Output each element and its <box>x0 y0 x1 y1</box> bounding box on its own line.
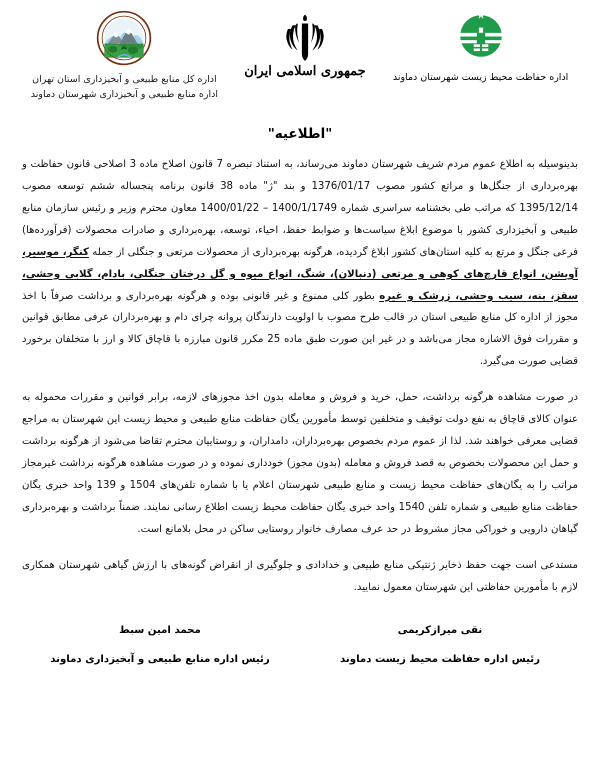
signature-right <box>40 625 280 665</box>
header-left-org <box>379 10 582 83</box>
signature-block <box>0 599 600 665</box>
signature-left-role: رئیس اداره حفاظت محیط زیست دماوند <box>340 653 540 665</box>
paragraph-3: مستدعی است جهت حفظ ذخایر ژنتیکی منابع طبیعی و خدادادی و جلوگیری از انقراض گونه‌های با ارزش گیاهی شهرستان همکاری لازم با مأمورین حفاظتی این شهرستان معمول نمایید. <box>22 559 578 593</box>
header-center-emblem <box>231 10 379 79</box>
nr-line-2: اداره منابع طبیعی و آبخیزداری شهرستان دماوند <box>30 88 218 100</box>
iran-emblem-script: جمهوری اسلامی ایران <box>244 64 366 79</box>
paragraph-1-part-1: بدینوسیله به اطلاع عموم مردم شریف شهرستان دماوند می‌رساند، به استناد تبصره 7 قانون اصلاح ماده 3 اصلاحی قانون حفاظت و بهره‌برداری از جنگل‌ها و مراتع کشور مصوب 1376/01/17 و بند "ژ" ماده 38 قانون برنامه پنجساله ششم توسعه مصوب 1395/12/14 که مراتب طی بخشنامه سراسری شماره 1400/1/1749 – 1400/01/22 معاون محترم وزیر و رئیس سازمان منابع طبیعی و آبخیزداری کشور با موضوع ابلاغ سیاست‌ها و ضوابط حفظ، احیاء، توسعه، بهره‌برداری و صادرات محصولات (فرآورده‌ها) فرعی جنگل و مرتع به کلیه استان‌های کشور ابلاغ گردیده، هرگونه بهره‌برداری از محصولات مرتعی و جنگلی از جمله <box>22 159 579 258</box>
natural-resources-org-lines <box>31 73 218 102</box>
iran-national-emblem <box>279 12 331 68</box>
doe-caption: اداره حفاظت محیط زیست شهرستان دماوند <box>392 72 569 83</box>
natural-resources-watershed-emblem <box>96 10 152 66</box>
paragraph-1 <box>22 154 578 373</box>
header-right-org <box>18 10 231 102</box>
paragraph-1-highlight: کنگر، موسیر، آویشن، انواع قارچ‌های کوهی و مرتعی (دنبالان)، شنگ، انواع میوه و گل درختان جنگلی، بادام، گلابی وحشی، سقز، بنه، سیب وحشی، زرشک و غیره <box>22 246 579 302</box>
signature-right-name: محمد امین سبط <box>119 624 201 636</box>
signature-left-name: نقی میرازکریمی <box>397 624 483 636</box>
signature-left <box>320 625 560 665</box>
signature-right-role: رئیس اداره منابع طبیعی و آبخیزداری دماوند <box>50 653 270 665</box>
nr-line-1: اداره کل منابع طبیعی و آبخیزداری استان تهران <box>32 74 217 85</box>
paragraph-1-part-2: بطور کلی ممنوع و غیر قانونی بوده و هرگونه بهره‌برداری و برداشت صرفاً با اخذ مجوز از اداره کل منابع طبیعی استان در قالب طرح مصوب با اولویت دارندگان پروانه چرای دام و بهره‌برداران عرفی مطابق قوانین و مقررات فوق الاشاره مجاز می‌باشد و در غیر این صورت طبق ماده 25 مکرر قانون مبارزه با قاچاق کالا و ارز با متخلفان برخورد قضایی صورت می‌گیرد. <box>22 290 578 368</box>
page-title: "اطلاعیه" <box>267 126 333 142</box>
paragraph-2: در صورت مشاهده هرگونه برداشت، حمل، خرید و فروش و معامله بدون اخذ مجوزهای لازمه، برابر قوانین و مقررات محموله به عنوان کالای قاچاق به نفع دولت توقیف و متخلفین توسط مأمورین یگان حفاظت منابع طبیعی و محیط زیست این شهرستان به مراجع قضایی معرفی خواهند شد. لذا از عموم مردم بخصوص بهره‌برداران، دامداران، و روستاییان محترم تقاضا می‌شود از هرگونه برداشت و حمل این محصولات بخصوص به قصد فروش و معامله (بدون مجوز) خودداری نموده و در صورت مشاهده هرگونه برداشت غیرمجاز مراتب را به یگان‌های حفاظت محیط زیست و منابع طبیعی شهرستان اعلام یا با شماره تلفن‌های 1504 و 139 واحد خبری یگان حفاظت منابع طبیعی و شماره تلفن 1540 واحد خبری یگان حفاظت محیط زیست اطلاع رسانی نمایند. ضمناً برداشت و بهره‌برداری گیاهان دارویی و خوراکی مجاز مشروط در حد عرف مصارف خانوار روستایی ساکن در محل بلامانع است. <box>22 392 578 535</box>
department-of-environment-emblem <box>455 10 507 62</box>
document-body <box>0 154 600 599</box>
document-header <box>0 0 600 118</box>
